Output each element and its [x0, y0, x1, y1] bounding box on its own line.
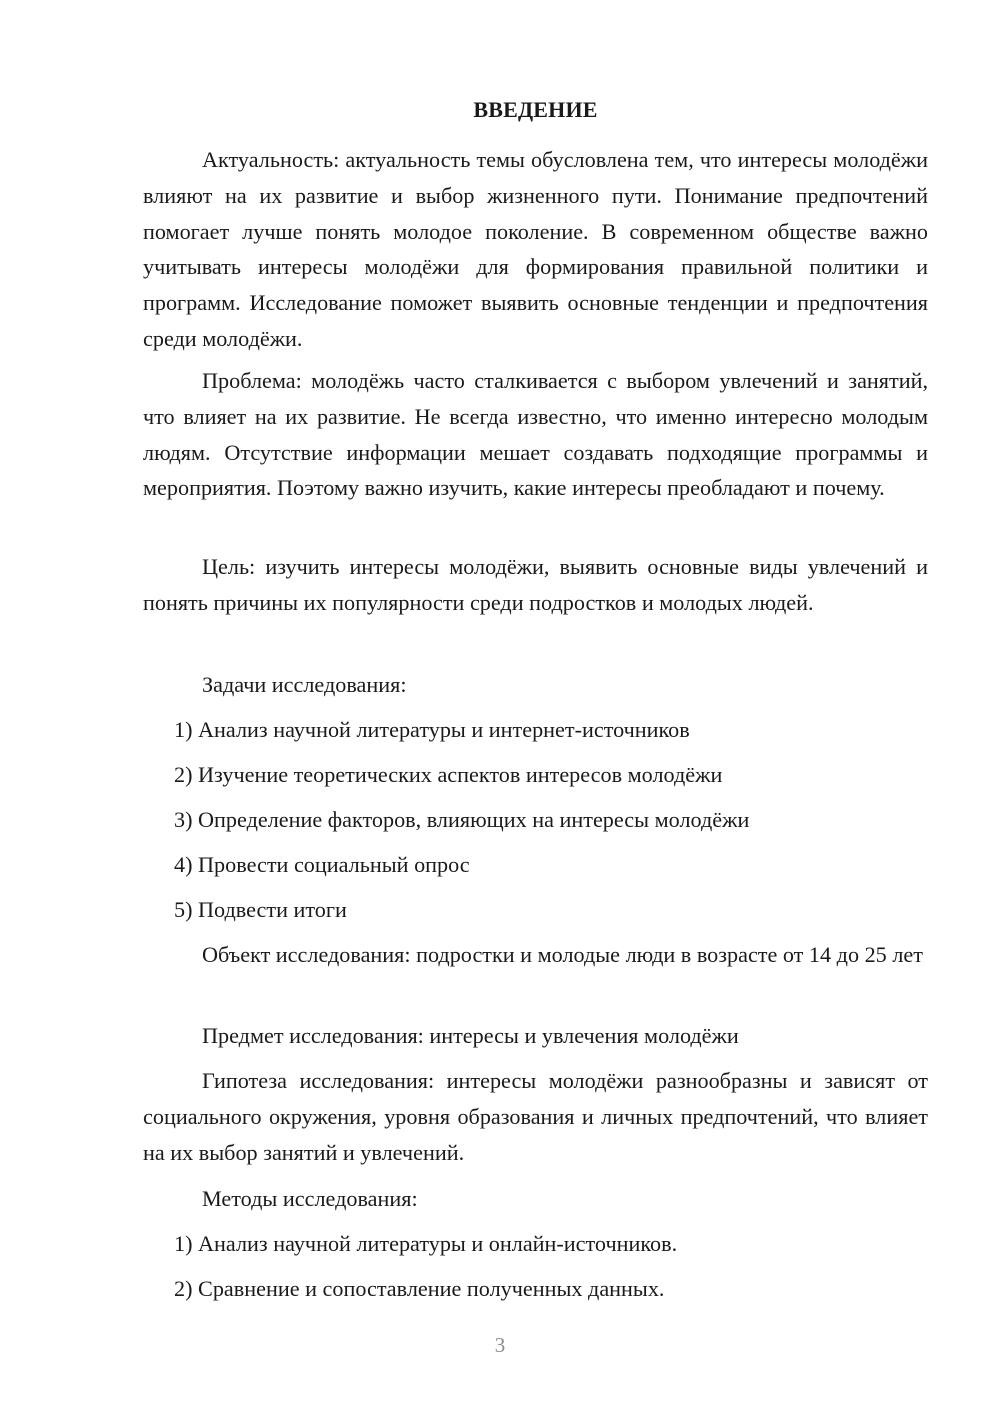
page-number: 3 — [494, 1333, 506, 1357]
problem-paragraph: Проблема: молодёжь часто сталкивается с выбором увлечений и занятий, что влияет на их развитие. Не всегда известно, что именно интересно молодым людям. Отсутствие информации мешает создавать подходящие программы и мероприятия. Поэтому важно изучить, какие интересы преобладают и почему. — [143, 368, 928, 501]
hypothesis-paragraph: Гипотеза исследования: интересы молодёжи разнообразны и зависят от социального окружения, уровня образования и личных предпочтений, что влияет на их выбор занятий и увлечений. — [143, 1068, 928, 1165]
page-title: ВВЕДЕНИЕ — [473, 97, 598, 122]
task-item: 1) Анализ научной литературы и интернет-источников — [174, 717, 690, 742]
method-item: 2) Сравнение и сопоставление полученных данных. — [174, 1276, 665, 1301]
task-item: 2) Изучение теоретических аспектов интересов молодёжи — [174, 762, 723, 787]
method-item: 1) Анализ научной литературы и онлайн-источников. — [174, 1231, 678, 1256]
task-item: 4) Провести социальный опрос — [174, 852, 470, 877]
subject-paragraph: Предмет исследования: интересы и увлечения молодёжи — [202, 1023, 739, 1048]
task-item: 3) Определение факторов, влияющих на интересы молодёжи — [174, 807, 750, 832]
goal-paragraph: Цель: изучить интересы молодёжи, выявить основные виды увлечений и понять причины их популярности среди подростков и молодых людей. — [143, 554, 928, 615]
relevance-paragraph: Актуальность: актуальность темы обусловлена тем, что интересы молодёжи влияют на их развитие и выбор жизненного пути. Понимание предпочтений помогает лучше понять молодое поколение. В современном обществе важно учитывать интересы молодёжи для формирования правильной политики и программ. Исследование поможет выявить основные тенденции и предпочтения среди молодёжи. — [143, 147, 928, 351]
methods-heading: Методы исследования: — [202, 1186, 418, 1211]
object-paragraph: Объект исследования: подростки и молодые люди в возрасте от 14 до 25 лет — [202, 942, 923, 967]
task-item: 5) Подвести итоги — [174, 897, 347, 922]
tasks-heading: Задачи исследования: — [202, 672, 407, 697]
